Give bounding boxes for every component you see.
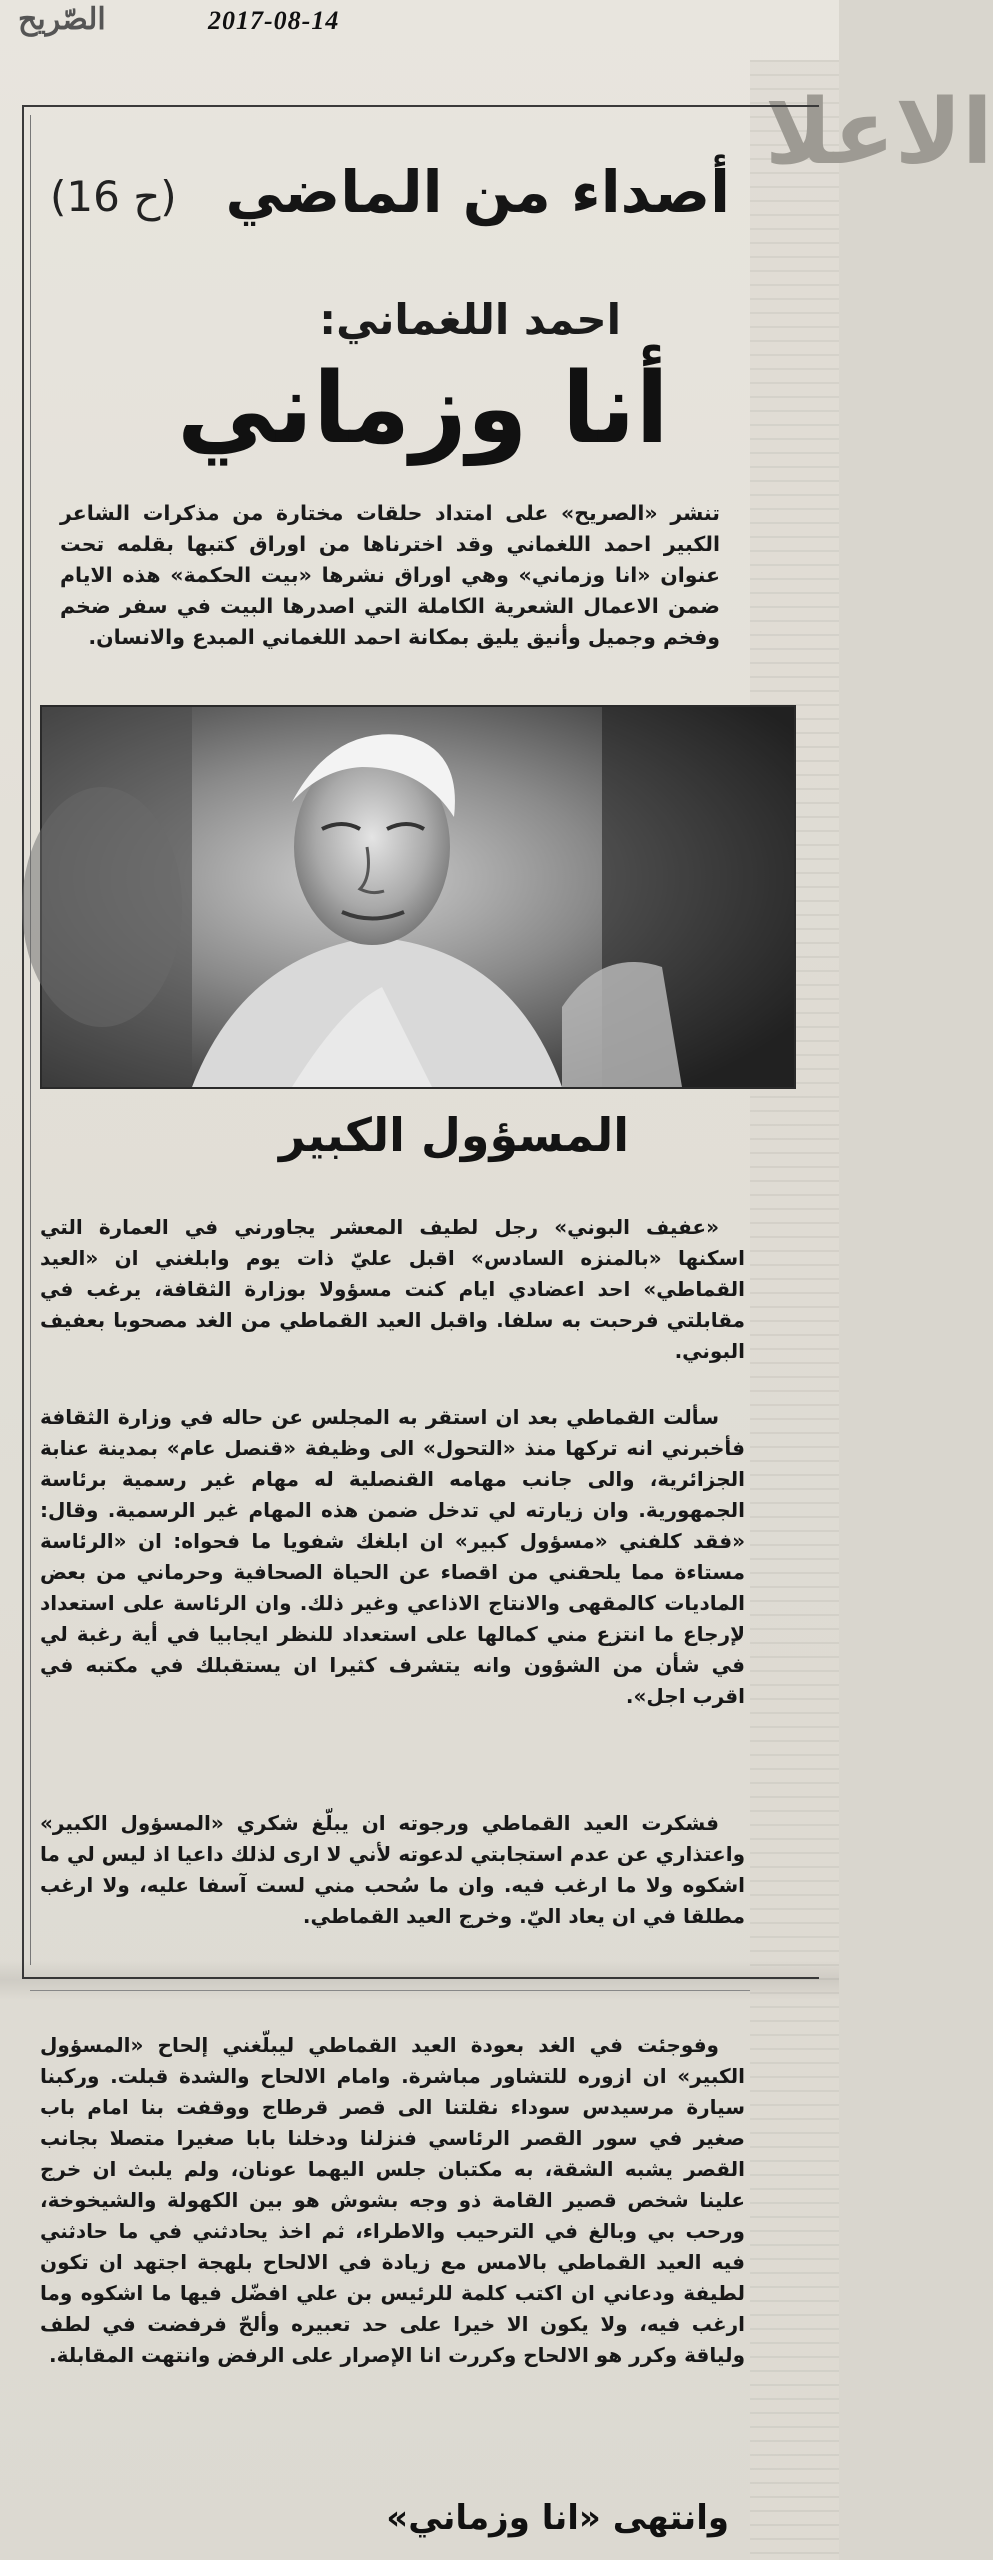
author-portrait-photo [40, 705, 796, 1089]
author-kicker: احمد اللغماني: [319, 295, 621, 344]
body-paragraph-text: «عفيف البوني» رجل لطيف المعشر يجاورني في العمارة التي اسكنها «بالمنزه السادس» اقبل عليّ ذات يوم وابلغني ان «العيد القماطي» احد اعضادي ايام كنت مسؤولا بوزارة الثقافة، يرغب في مقابلتي فرحبت به سلفا. واقبل العيد القماطي من الغد مصحوبا بعفيف البوني. [40, 1215, 745, 1363]
series-title: أصداء من الماضي [225, 158, 730, 226]
article-ending-note: وانتهى «انا وزماني» [386, 2498, 729, 2538]
body-paragraph [40, 2030, 745, 2371]
body-paragraph-text: سألت القماطي بعد ان استقر به المجلس عن حاله في وزارة الثقافة فأخبرني انه تركها منذ «التحول» الى وظيفة «قنصل عام» بمدينة عنابة الجزائرية، والى جانب مهامه القنصلية له مهام غير رسمية برئاسة الجمهورية. وان زيارته لي تدخل ضمن هذه المهام غير الرسمية. وقال: «فقد كلفني «مسؤول كبير» ان ابلغك شفويا ما فحواه: ان «الرئاسة مستاءة مما يلحقني من اقصاء عن الحياة الصحافية وحرماني من بعض الماديات كالمقهى والانتاج الاذاعي وغير ذلك. وان الرئاسة على استعداد لإرجاع ما انتزع مني كمالها على استعداد للنظر ايجابيا في أية رغبة لي في شأن من الشؤون وانه يتشرف كثيرا ان يستقبلك في مكتبه في اقرب اجل». [40, 1405, 745, 1708]
article-intro: تنشر «الصريح» على امتداد حلقات مختارة من مذكرات الشاعر الكبير احمد اللغماني وقد اخترناها من اوراق كتبها بقلمه تحت عنوان «انا وزماني» وهي اوراق نشرها «بيت الحكمة» هذه الايام ضمن الاعمال الشعرية الكاملة التي اصدرها البيت في سفر ضخم وفخم وجميل وأنيق يليق بمكانة احمد اللغماني المبدع والانسان. [60, 501, 720, 649]
body-paragraph-text: وفوجئت في الغد بعودة العيد القماطي ليبلّغني إلحاح «المسؤول الكبير» ان ازوره للتشاور مباشرة. وامام الالحاح والشدة قبلت. وركبنا سيارة مرسيدس سوداء نقلتنا الى قصر قرطاج ووقفت بنا امام باب صغير في سور القصر الرئاسي فنزلنا ودخلنا بابا صغيرا متصلا بجانب القصر يشبه الشقة، به مكتبان جلس اليهما عونان، ولم يلبث ان خرج علينا شخص قصير القامة ذو وجه بشوش هو بين الكهولة والشيخوخة، ورحب بي وبالغ في الترحيب والاطراء، ثم اخذ يحادثني في ما حادثني فيه العيد القماطي بالامس مع زيادة في الالحاح بلهجة اجتهد ان تكون لطيفة ودعاني ان اكتب كلمة للرئيس بن علي افضّل فيها ما اشكوه وما ارغب فيه، ولا يكون الا خيرا على حد تعبيره وألحّ فرفضت في لطف ولياقة وكرر هو الالحاح وكررت انا الإصرار على الرفض وانتهت المقابلة. [40, 2033, 745, 2367]
body-paragraph [40, 1212, 745, 1367]
series-part-number: (ح 16) [50, 172, 177, 221]
page-fold-shadow [0, 1960, 839, 2000]
body-paragraph [40, 1402, 745, 1712]
body-paragraph [40, 1808, 745, 1932]
portrait-illustration [42, 707, 794, 1087]
adjacent-column-headline: الاعلا [765, 80, 993, 185]
main-headline: أنا وزماني [176, 352, 669, 466]
series-header [30, 150, 730, 245]
newspaper-logo: الصّريح [18, 2, 106, 37]
masthead [0, 0, 839, 58]
issue-date: 2017-08-14 [208, 6, 340, 35]
body-paragraph-text: فشكرت العيد القماطي ورجوته ان يبلّغ شكري «المسؤول الكبير» واعتذاري عن عدم استجابتي لدعوته لأني لا ارى لذلك داعيا اذ ليس لي ما اشكوه ولا ما ارغب فيه. وان ما سُحب مني لست آسفا عليه، ولا ارغب مطلقا في ان يعاد اليّ. وخرج العيد القماطي. [40, 1811, 745, 1928]
paste-seam-rule [30, 1990, 750, 1991]
section-heading: المسؤول الكبير [278, 1108, 629, 1162]
